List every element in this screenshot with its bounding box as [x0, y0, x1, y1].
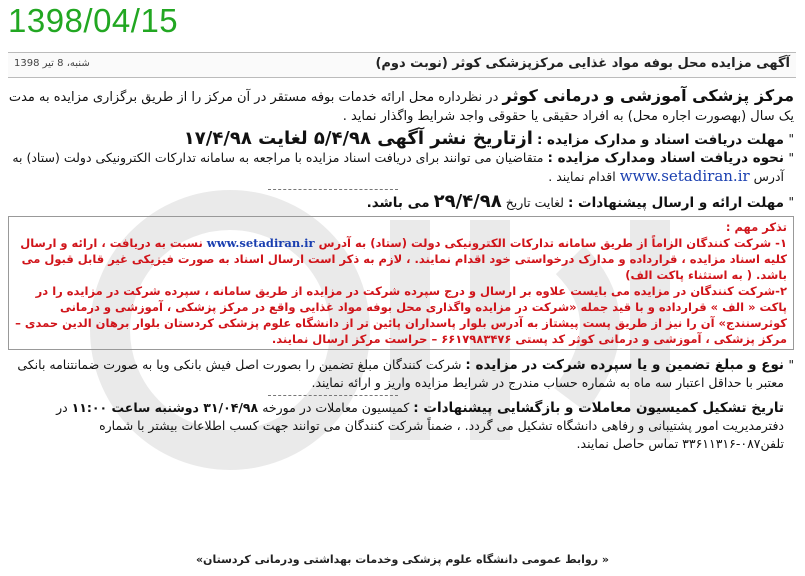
- intro-lead: مرکز پزشکی آموزشی و درمانی کوثر: [502, 86, 794, 105]
- section-value: ۲۹/۴/۹۸: [433, 191, 502, 212]
- bullet-icon: ": [788, 151, 794, 165]
- note-1-text-b: نسبت به دریافت ، ارائه و ارسال کلیه اسناد مزایده ، قرارداده و مدارک درخواستی خود اقدام نمایند. ، لازم به ذکر است ارسال اسناد به صورت فیزیکی غیر قابل قبول می باشد. ( به استثناء پاکت الف): [20, 236, 787, 282]
- section-commission: [8, 399, 794, 453]
- section-value: ازتاریخ نشر آگهی ۵/۴/۹۸ لغایت ۱۷/۴/۹۸: [183, 128, 533, 149]
- section-prefix: لغایت تاریخ: [505, 195, 564, 210]
- section-label: نحوه دریافت اسناد ومدارک مزایده :: [547, 150, 784, 166]
- notes-title: تذکر مهم :: [725, 220, 787, 234]
- announcement-body: [8, 86, 794, 453]
- bullet-icon: ": [788, 358, 794, 372]
- intro-text: در نظرداره محل ارائه خدمات بوفه مستقر در آن مرکز را از طریق برگزاری مزایده به مدت یک سال (بهصورت اجاره محل) به افراد حقیقی یا حقوقی واجد شرایط واگذار نماید .: [8, 90, 794, 124]
- section-text-a: کمیسیون معاملات در مورخه: [262, 400, 410, 415]
- divider: [268, 189, 398, 190]
- section-suffix: می باشد.: [366, 195, 430, 211]
- section-label: مهلت ارائه و ارسال پیشنهادات :: [567, 195, 784, 211]
- note-1-text-a: ۱- شرکت کنندگان الزاماً از طریق سامانه تدارکات الکترونیکی دولت (ستاد) به آدرس: [318, 236, 787, 250]
- setad-link[interactable]: www.setadiran.ir: [619, 167, 750, 185]
- note-2: ۲-شرکت کنندگان در مزایده می بایست علاوه بر ارسال و درج سپرده شرکت در مزایده از طریق سامانه ، سپرده شرکت در مزایده را در پاکت « الف » قرارداده و با قید جمله «شرکت در مزایده واگذاری محل بوفه مواد غذایی واقع در مرکز پزشکی ، آموزشی و درمانی کوثرسنندج» آن را نیز از طریق پست پیشتاز به آدرس بلوار پاسداران پائین تر از دانشگاه علوم پزشکی کردستان بلوار برهان الدین حمدی – مرکز پزشکی ، آموزشی و درمانی کوثر کد پستی ۶۶۱۷۹۸۳۴۷۶ – حراست مرکز ارسال نمایند.: [15, 284, 787, 346]
- important-notes-box: [8, 216, 794, 350]
- intro-paragraph: [8, 86, 794, 126]
- footer-signature: « روابط عمومی دانشگاه علوم پزشکی وخدمات بهداشتی ودرمانی کردستان»: [195, 553, 610, 566]
- note-1: [15, 235, 787, 283]
- section-value: ۳۱/۰۴/۹۸ دوشنبه ساعت ۱۱:۰۰: [71, 400, 259, 415]
- section-submission-deadline: [8, 193, 794, 212]
- section-how-to-get-documents: [8, 149, 794, 186]
- page-title: آگهی مزایده محل بوفه مواد غذایی مرکزپزشکی کوثر (نوبت دوم): [375, 56, 790, 71]
- section-text: شرکت کنندگان مبلغ تضمین را بصورت اصل فیش بانکی ویا به صورت ضمانتنامه بانکی معتبر با حداقل اعتبار سه ماه به شماره حساب مندرج در شرایط مزایده واریز و ارائه نمایند.: [17, 357, 784, 390]
- note-1-link[interactable]: www.setadiran.ir: [206, 236, 315, 250]
- section-text-b: در دفترمدیریت امور پشتیبانی و رفاهی دانشگاه تشکیل می گردد. ، ضمناً شرکت کنندگان می توانند جهت کسب اطلاعات بیشتر با شماره تلفن۰۸۷-۳۳۶۱۱۳۱۶ تماس حاصل نمایند.: [56, 400, 784, 451]
- section-label: تاریخ تشکیل کمیسیون معاملات و بازگشایی پیشنهادات :: [413, 400, 784, 416]
- header-bar: [8, 52, 796, 78]
- divider: [268, 395, 398, 396]
- bullet-icon: ": [788, 132, 794, 146]
- section-deadline-documents: [8, 130, 794, 149]
- header-date: شنبه، 8 تیر 1398: [14, 58, 90, 69]
- section-guarantee: [8, 356, 794, 392]
- section-text: متقاضیان می توانند برای دریافت اسناد مزایده با مراجعه به سامانه تدارکات الکترونیکی دولت (ستاد) به آدرس: [12, 150, 784, 184]
- publish-date: 1398/04/15: [8, 2, 179, 39]
- section-label: نوع و مبلغ تضمین و یا سپرده شرکت در مزایده :: [465, 357, 784, 373]
- section-label: مهلت دریافت اسناد و مدارک مزایده :: [536, 132, 784, 148]
- bullet-icon: ": [788, 195, 794, 209]
- section-text-end: اقدام نمایند .: [548, 169, 616, 184]
